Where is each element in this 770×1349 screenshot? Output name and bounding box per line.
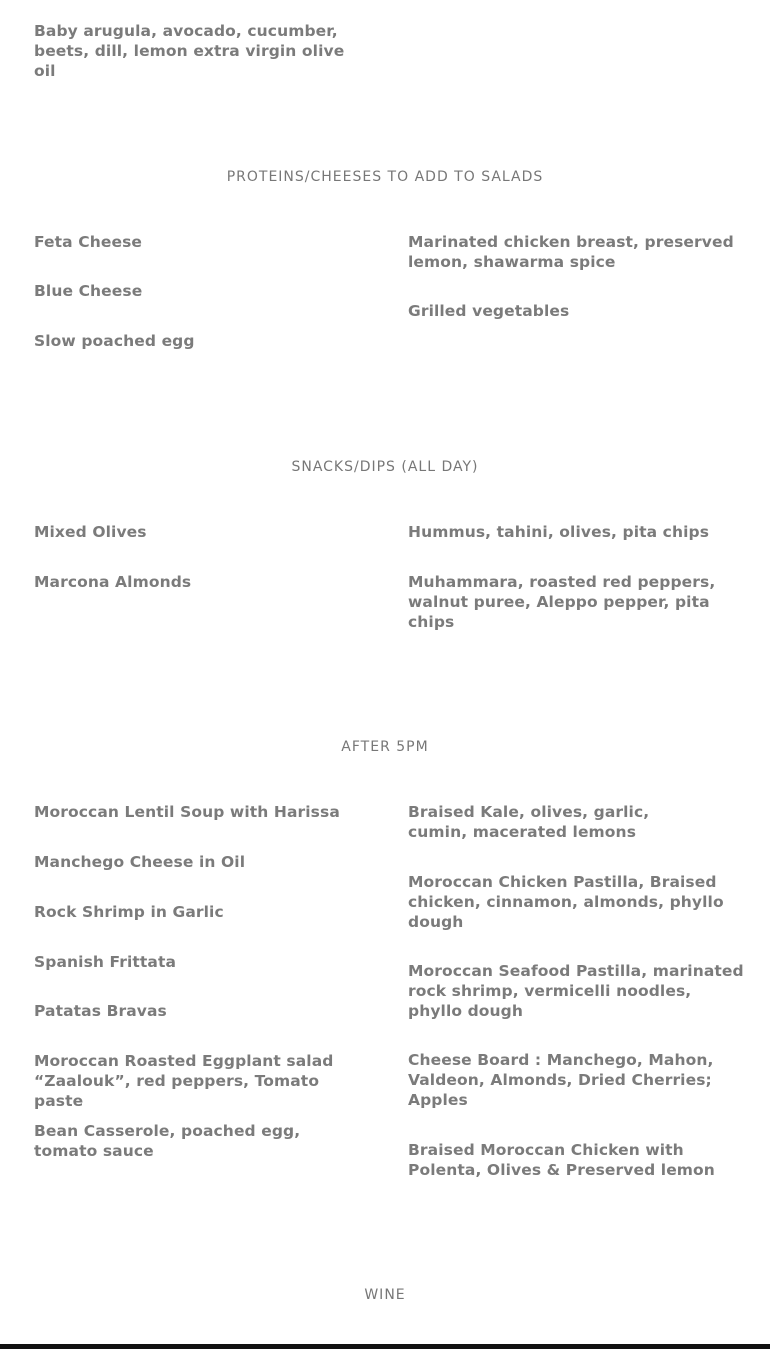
section-heading-after-5pm: AFTER 5PM <box>341 739 429 755</box>
section-heading-proteins: PROTEINS/CHEESES TO ADD TO SALADS <box>226 169 544 185</box>
menu-item: Patatas Bravas <box>34 1002 167 1020</box>
menu-item: Cheese Board : Manchego, Mahon, Valdeon, Almonds, Dried Cherries; Apples <box>408 1051 714 1109</box>
menu-item: Marcona Almonds <box>34 573 192 591</box>
menu-item: Moroccan Chicken Pastilla, Braised chicken, cinnamon, almonds, phyllo dough <box>408 873 724 931</box>
menu-item: Bean Casserole, poached egg, tomato sauce <box>34 1122 301 1160</box>
menu-item: Rock Shrimp in Garlic <box>34 903 224 921</box>
menu-item: Moroccan Lentil Soup with Harissa <box>34 803 340 821</box>
menu-item: Manchego Cheese in Oil <box>34 853 246 871</box>
menu-item: Grilled vegetables <box>408 302 570 320</box>
menu-item-salad-description: Baby arugula, avocado, cucumber, beets, dill, lemon extra virgin olive oil <box>34 22 345 80</box>
bottom-divider <box>0 1344 770 1349</box>
menu-item: Blue Cheese <box>34 282 143 300</box>
menu-item: Hummus, tahini, olives, pita chips <box>408 523 710 541</box>
menu-item: Spanish Frittata <box>34 953 177 971</box>
menu-item: Slow poached egg <box>34 332 195 350</box>
section-heading-snacks: SNACKS/DIPS (ALL DAY) <box>291 459 479 475</box>
menu-item: Moroccan Seafood Pastilla, marinated rock shrimp, vermicelli noodles, phyllo dough <box>408 962 744 1020</box>
menu-item: Moroccan Roasted Eggplant salad “Zaalouk”, red peppers, Tomato paste <box>34 1052 334 1110</box>
menu-item: Feta Cheese <box>34 233 143 251</box>
section-heading-wine: WINE <box>364 1287 406 1303</box>
menu-item: Muhammara, roasted red peppers, walnut puree, Aleppo pepper, pita chips <box>408 573 716 631</box>
menu-item: Braised Moroccan Chicken with Polenta, Olives & Preserved lemon <box>408 1141 715 1179</box>
menu-item: Mixed Olives <box>34 523 147 541</box>
menu-item: Braised Kale, olives, garlic, cumin, macerated lemons <box>408 803 650 841</box>
menu-item: Marinated chicken breast, preserved lemon, shawarma spice <box>408 233 734 271</box>
